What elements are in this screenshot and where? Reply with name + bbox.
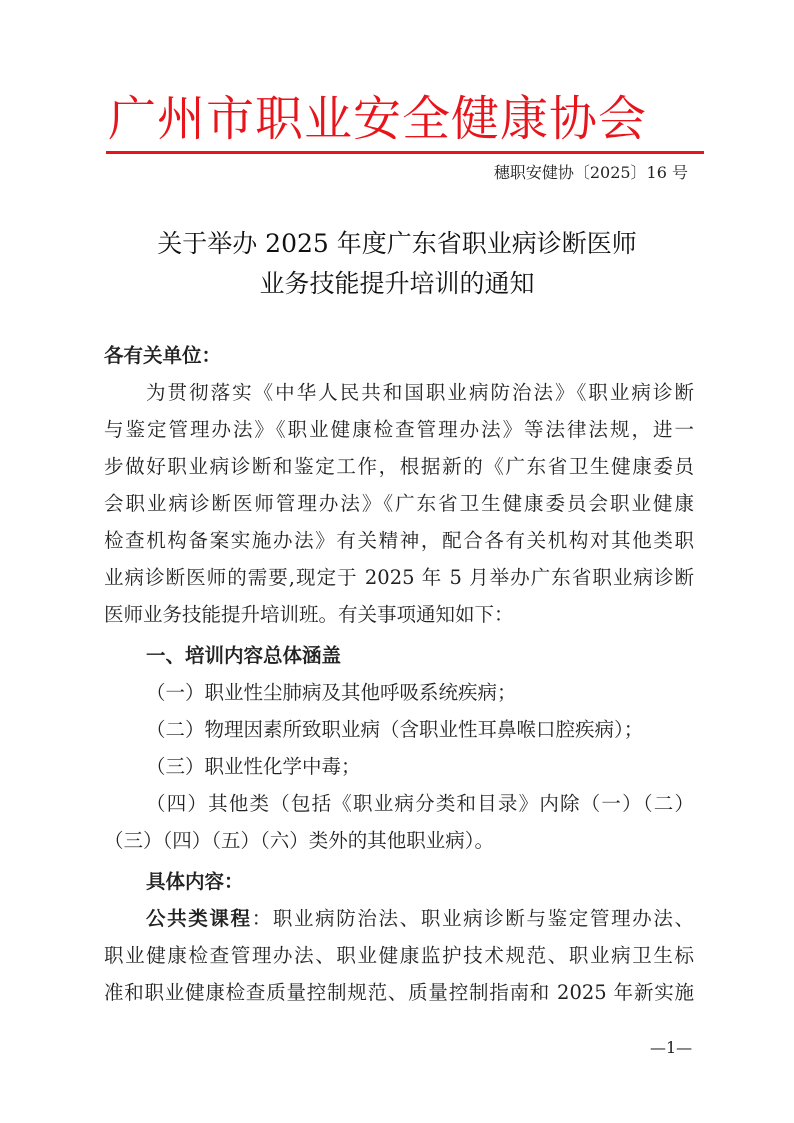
body-line: 会职业病诊断医师管理办法》《广东省卫生健康委员会职业健康 — [104, 492, 694, 515]
list-item: （四）其他类（包括《职业病分类和目录》内除（一）（二） — [146, 792, 694, 815]
document-number: 穗职安健协〔2025〕16 号 — [493, 163, 688, 182]
body-line: 准和职业健康检查质量控制规范、质量控制指南和 2025 年新实施 — [104, 981, 694, 1004]
body-line: 业病诊断医师的需要,现定于 2025 年 5 月举办广东省职业病诊断 — [104, 566, 694, 589]
letterhead-red-rule — [106, 151, 704, 154]
document-title-line-2: 业务技能提升培训的通知 — [259, 269, 535, 298]
letterhead-organization: 广州市职业安全健康协会 — [108, 91, 648, 147]
list-item: （三）职业性化学中毒； — [146, 755, 361, 778]
body-line: 步做好职业病诊断和鉴定工作，根据新的《广东省卫生健康委员 — [104, 455, 694, 478]
page-number: —1— — [650, 1038, 693, 1057]
document-title-line-1: 关于举办 2025 年度广东省职业病诊断医师 — [157, 229, 637, 258]
body-line: 检查机构备案实施办法》有关精神，配合各有关机构对其他类职 — [104, 529, 694, 552]
body-line: 为贯彻落实《中华人民共和国职业病防治法》《职业病诊断 — [146, 381, 694, 404]
salutation: 各有关单位： — [104, 344, 222, 367]
list-item: （一）职业性尘肺病及其他呼吸系统疾病； — [146, 681, 517, 704]
list-item: （二）物理因素所致职业病（含职业性耳鼻喉口腔疾病）； — [146, 718, 644, 741]
list-item: （三）（四）（五）（六）类外的其他职业病）。 — [104, 829, 495, 852]
body-line: 医师业务技能提升培训班。有关事项通知如下： — [104, 603, 514, 626]
specific-content-heading: 具体内容： — [146, 870, 244, 893]
public-course-text: ：职业病防治法、职业病诊断与鉴定管理办法、 — [251, 907, 694, 930]
public-course-label: 公共类课程 — [146, 907, 252, 930]
body-line: 与鉴定管理办法》《职业健康检查管理办法》等法律法规，进一 — [104, 418, 694, 441]
body-line — [146, 901, 694, 937]
section-heading: 一、培训内容总体涵盖 — [146, 644, 342, 667]
body-line: 职业健康检查管理办法、职业健康监护技术规范、职业病卫生标 — [104, 944, 694, 967]
